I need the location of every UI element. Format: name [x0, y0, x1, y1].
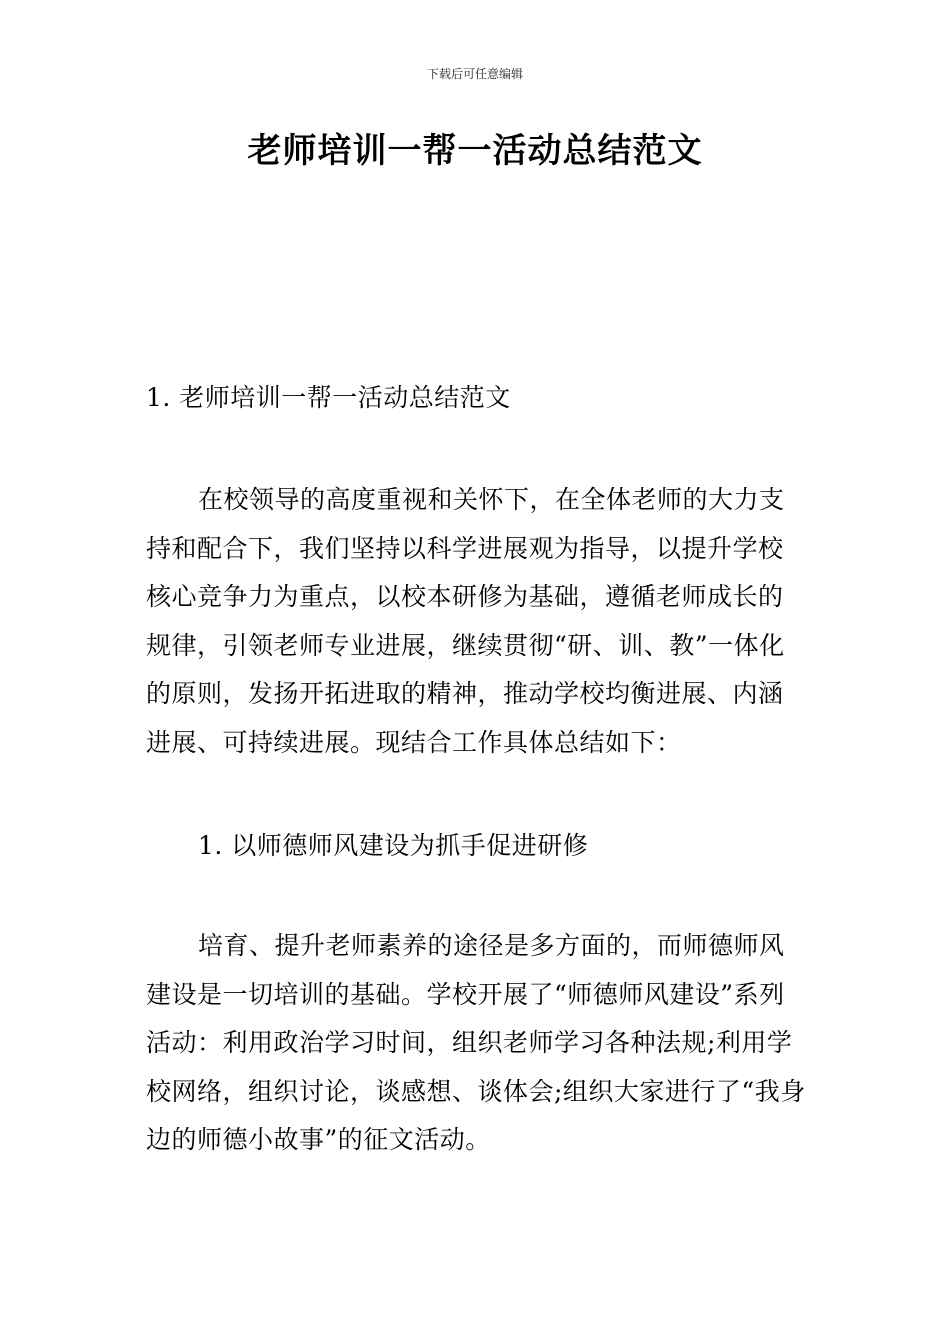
sub-heading: 1. 以师德师风建设为抓手促进研修: [198, 831, 589, 860]
section-heading: 1. 老师培训一帮一活动总结范文: [146, 383, 511, 412]
body-paragraph: 培育、提升老师素养的途径是多方面的，而师德师风建设是一切培训的基础。学校开展了“师德师风建设”系列活动：利用政治学习时间，组织老师学习各种法规;利用学校网络，组织讨论，谈感想、谈体会;组织大家进行了“我身边的师德小故事”的征文活动。: [146, 931, 806, 1154]
header-note: 下载后可任意编辑: [426, 67, 523, 81]
document-title: 老师培训一帮一活动总结范文: [247, 131, 703, 171]
body-paragraph: 在校领导的高度重视和关怀下，在全体老师的大力支持和配合下，我们坚持以科学进展观为指导，以提升学校核心竞争力为重点，以校本研修为基础，遵循老师成长的规律，引领老师专业进展，继续贯彻“研、训、教”一体化的原则，发扬开拓进取的精神，推动学校均衡进展、内涵进展、可持续进展。现结合工作具体总结如下：: [146, 485, 785, 757]
